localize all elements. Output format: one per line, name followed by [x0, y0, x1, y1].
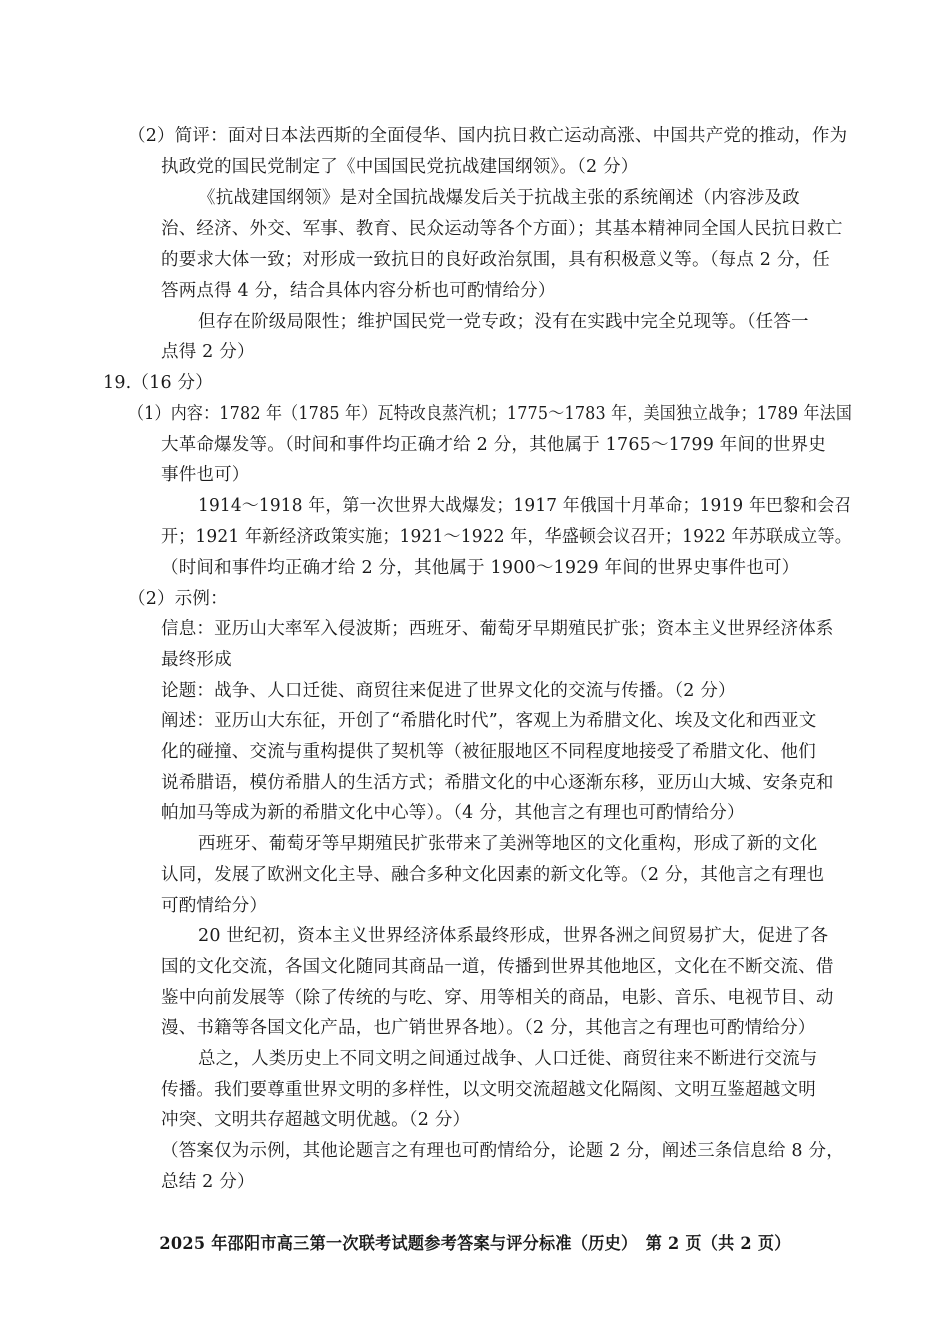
text-line: 化的碰撞、交流与重构提供了契机等（被征服地区不同程度地接受了希腊文化、他们 — [161, 742, 816, 762]
text-line: 1914～1918 年，第一次世界大战爆发；1917 年俄国十月革命；1919 年巴黎和会召 — [198, 496, 852, 516]
page-footer: 2025 年邵阳市高三第一次联考试题参考答案与评分标准（历史） 第 2 页（共 2 页） — [159, 1234, 791, 1254]
text-line: 说希腊语，模仿希腊人的生活方式；希腊文化的中心逐渐东移，亚历山大城、安条克和 — [161, 773, 834, 793]
text-line: 的要求大体一致；对形成一致抗日的良好政治氛围，具有积极意义等。（每点 2 分，任 — [161, 250, 831, 270]
text-line: （1）内容：1782 年（1785 年）瓦特改良蒸汽机；1775～1783 年，美国独立战争；1789 年法国 — [128, 404, 853, 424]
text-line: 总结 2 分） — [161, 1172, 255, 1192]
text-line: 《抗战建国纲领》是对全国抗战爆发后关于抗战主张的系统阐述（内容涉及政 — [198, 188, 800, 208]
text-line: 可酌情给分） — [161, 896, 268, 916]
text-line: 阐述：亚历山大东征，开创了“希腊化时代”，客观上为希腊文化、埃及文化和西亚文 — [161, 711, 817, 731]
text-line: 治、经济、外交、军事、教育、民众运动等各个方面）；其基本精神同全国人民抗日救亡 — [161, 219, 843, 239]
text-line: 国的文化交流，各国文化随同其商品一道，传播到世界其他地区，文化在不断交流、借 — [161, 957, 834, 977]
text-line: （时间和事件均正确才给 2 分，其他属于 1900～1929 年间的世界史事件也可） — [161, 558, 800, 578]
text-line: 20 世纪初，资本主义世界经济体系最终形成，世界各洲之间贸易扩大，促进了各 — [198, 926, 829, 946]
text-line: 鉴中向前发展等（除了传统的与吃、穿、用等相关的商品，电影、音乐、电视节目、动 — [161, 988, 834, 1008]
text-line: 西班牙、葡萄牙等早期殖民扩张带来了美洲等地区的文化重构，形成了新的文化 — [198, 834, 818, 854]
text-line: 事件也可） — [161, 465, 250, 485]
text-line: 最终形成 — [161, 650, 232, 670]
text-line: （答案仅为示例，其他论题言之有理也可酌情给分，论题 2 分，阐述三条信息给 8 分， — [161, 1141, 844, 1161]
text-line: 执政党的国民党制定了《中国国民党抗战建国纲领》。（2 分） — [161, 157, 639, 177]
text-line: 答两点得 4 分，结合具体内容分析也可酌情给分） — [161, 281, 556, 301]
text-line: 帕加马等成为新的希腊文化中心等）。（4 分，其他言之有理也可酌情给分） — [161, 803, 745, 823]
text-line: 大革命爆发等。（时间和事件均正确才给 2 分，其他属于 1765～1799 年间的世界史 — [161, 435, 827, 455]
text-line: 冲突、文明共存超越文明优越。（2 分） — [161, 1110, 471, 1130]
text-line: （2）简评：面对日本法西斯的全面侵华、国内抗日救亡运动高涨、中国共产党的推动，作为 — [128, 126, 848, 146]
text-line: 点得 2 分） — [161, 342, 255, 362]
question-number: 19.（16 分） — [103, 373, 213, 393]
text-line: 总之，人类历史上不同文明之间通过战争、人口迁徙、商贸往来不断进行交流与 — [198, 1049, 818, 1069]
text-line: 传播。我们要尊重世界文明的多样性，以文明交流超越文化隔阂、文明互鉴超越文明 — [161, 1080, 816, 1100]
text-line: 论题：战争、人口迁徙、商贸往来促进了世界文化的交流与传播。（2 分） — [161, 681, 736, 701]
text-line: （2）示例： — [128, 589, 228, 609]
text-line: 信息：亚历山大率军入侵波斯；西班牙、葡萄牙早期殖民扩张；资本主义世界经济体系 — [161, 619, 834, 639]
text-line: 漫、书籍等各国文化产品，也广销世界各地）。（2 分，其他言之有理也可酌情给分） — [161, 1018, 816, 1038]
text-line: 认同，发展了欧洲文化主导、融合多种文化因素的新文化等。（2 分，其他言之有理也 — [161, 865, 825, 885]
text-line: 开；1921 年新经济政策实施；1921～1922 年，华盛顿会议召开；1922 年苏联成立等。 — [161, 527, 852, 547]
text-line: 但存在阶级局限性；维护国民党一党专政；没有在实践中完全兑现等。（任答一 — [198, 312, 809, 332]
